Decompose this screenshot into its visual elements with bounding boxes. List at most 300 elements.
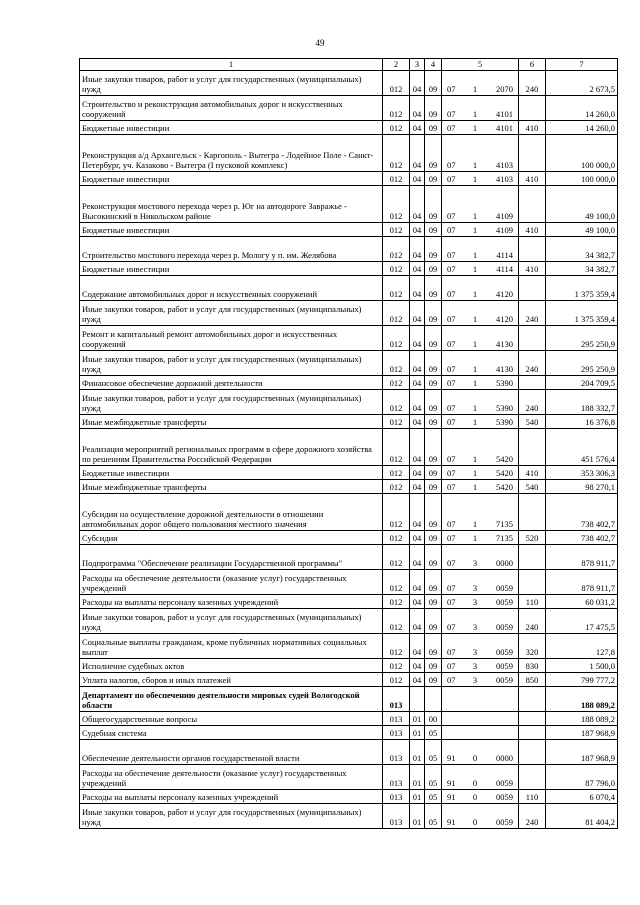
row-target-article-part: 1 [472,468,478,479]
row-code-subsection [425,687,442,712]
table-row [80,531,618,545]
row-code-section: 04 [410,429,425,466]
row-target-article-part: 4130 [496,364,513,375]
row-code-subsection: 09 [425,71,442,96]
row-target-article-part: 0059 [496,675,513,686]
row-amount: 100 000,0 [546,135,618,172]
row-code-subsection: 00 [425,712,442,726]
row-code-admin: 013 [383,804,410,829]
row-code-section: 04 [410,466,425,480]
row-code-admin: 012 [383,494,410,531]
row-target-article-part: 1 [472,533,478,544]
row-target-article [442,276,519,301]
row-target-article-part: 7135 [496,533,513,544]
row-target-article-part: 07 [447,364,456,375]
row-code-subsection: 09 [425,415,442,429]
row-code-subsection: 09 [425,659,442,673]
row-code-section: 01 [410,790,425,804]
row-code-subsection: 09 [425,570,442,595]
row-amount: 451 576,4 [546,429,618,466]
row-name: Реконструкция мостового перехода через р. Юг на автодороге Завражье - Высокинский в Никольском районе [80,186,383,223]
row-target-article-part: 4103 [496,160,513,171]
row-code-admin: 012 [383,262,410,276]
row-code-admin: 012 [383,186,410,223]
row-expense-type [519,237,546,262]
table-row [80,96,618,121]
row-amount: 1 500,0 [546,659,618,673]
row-expense-type [519,712,546,726]
row-code-admin: 012 [383,276,410,301]
row-code-admin: 012 [383,121,410,135]
table-row [80,351,618,376]
row-code-section: 04 [410,96,425,121]
row-code-subsection: 05 [425,804,442,829]
row-code-subsection: 09 [425,96,442,121]
table-row [80,494,618,531]
row-target-article [442,804,519,829]
row-name: Департамент по обеспечению деятельности мировых судей Вологодской области [80,687,383,712]
row-name: Субсидии на осуществление дорожной деятельности в отношении автомобильных дорог общего пользования местного значения [80,494,383,531]
row-expense-type: 240 [519,390,546,415]
row-target-article-part: 07 [447,211,456,222]
row-code-section: 01 [410,804,425,829]
header-cell: 5 [442,59,519,71]
row-code-admin: 012 [383,390,410,415]
row-code-subsection: 09 [425,531,442,545]
row-code-admin: 012 [383,135,410,172]
row-target-article-part: 07 [447,622,456,633]
row-amount: 799 777,2 [546,673,618,687]
row-amount: 878 911,7 [546,545,618,570]
row-name: Исполнение судебных актов [80,659,383,673]
row-target-article-part: 1 [472,482,478,493]
row-target-article [442,726,519,740]
row-target-article [442,223,519,237]
row-target-article [442,237,519,262]
row-target-article-part: 4114 [496,264,513,275]
row-expense-type [519,494,546,531]
row-code-admin: 012 [383,429,410,466]
row-target-article [442,121,519,135]
row-expense-type [519,186,546,223]
row-expense-type [519,376,546,390]
row-code-section: 04 [410,480,425,494]
row-target-article-part: 1 [472,314,478,325]
row-target-article-part: 07 [447,123,456,134]
row-target-article [442,765,519,790]
row-target-article-part: 07 [447,482,456,493]
row-target-article [442,376,519,390]
row-expense-type [519,687,546,712]
row-target-article-part: 3 [472,622,478,633]
row-target-article-part: 0059 [496,792,513,803]
row-target-article-part: 0059 [496,597,513,608]
row-name: Иные межбюджетные трансферты [80,415,383,429]
table-row [80,415,618,429]
table-row [80,301,618,326]
row-code-section: 04 [410,186,425,223]
row-name: Иные закупки товаров, работ и услуг для государственных (муниципальных) нужд [80,351,383,376]
row-target-article-part: 07 [447,339,456,350]
row-target-article-part: 3 [472,661,478,672]
row-target-article [442,687,519,712]
row-code-section: 04 [410,262,425,276]
row-expense-type: 110 [519,790,546,804]
row-code-admin: 012 [383,223,410,237]
row-code-admin: 012 [383,351,410,376]
row-amount: 295 250,9 [546,326,618,351]
row-code-section: 04 [410,326,425,351]
row-name: Иные закупки товаров, работ и услуг для государственных (муниципальных) нужд [80,71,383,96]
row-code-section: 04 [410,276,425,301]
row-target-article-part: 5390 [496,417,513,428]
row-amount: 34 382,7 [546,237,618,262]
row-target-article [442,570,519,595]
row-target-article-part: 07 [447,264,456,275]
row-target-article-part: 5390 [496,378,513,389]
row-name: Реализация мероприятий региональных программ в сфере дорожного хозяйства по решениям Правительства Российской Федерации [80,429,383,466]
table-row [80,545,618,570]
header-cell: 1 [80,59,383,71]
row-amount: 81 404,2 [546,804,618,829]
row-target-article [442,480,519,494]
row-name: Расходы на выплаты персоналу казенных учреждений [80,595,383,609]
table-row [80,121,618,135]
row-name: Уплата налогов, сборов и иных платежей [80,673,383,687]
table-row [80,570,618,595]
row-code-subsection: 09 [425,326,442,351]
row-code-section: 04 [410,121,425,135]
row-target-article-part: 4103 [496,174,513,185]
row-target-article-part: 1 [472,519,478,530]
row-target-article-part: 07 [447,403,456,414]
table-row [80,659,618,673]
row-code-admin: 013 [383,765,410,790]
budget-table [79,58,618,829]
row-target-article-part: 07 [447,661,456,672]
row-target-article [442,659,519,673]
table-row [80,390,618,415]
row-name: Иные межбюджетные трансферты [80,480,383,494]
row-code-admin: 012 [383,466,410,480]
row-amount: 353 306,3 [546,466,618,480]
row-code-subsection: 09 [425,276,442,301]
row-target-article [442,634,519,659]
table-row [80,804,618,829]
row-code-subsection: 05 [425,740,442,765]
row-target-article-part: 07 [447,225,456,236]
row-expense-type [519,429,546,466]
row-amount: 127,8 [546,634,618,659]
row-name: Иные закупки товаров, работ и услуг для государственных (муниципальных) нужд [80,390,383,415]
row-target-article [442,466,519,480]
row-target-article-part: 2070 [496,84,513,95]
table-row [80,687,618,712]
row-target-article-part: 4101 [496,123,513,134]
row-expense-type: 410 [519,466,546,480]
row-code-subsection: 05 [425,726,442,740]
row-amount: 878 911,7 [546,570,618,595]
row-code-admin: 013 [383,740,410,765]
row-target-article-part: 4130 [496,339,513,350]
row-target-article-part: 07 [447,109,456,120]
row-code-subsection: 09 [425,135,442,172]
row-name: Строительство и реконструкция автомобильных дорог и искусственных сооружений [80,96,383,121]
table-row [80,172,618,186]
row-code-section: 04 [410,595,425,609]
row-code-section: 04 [410,634,425,659]
row-amount: 100 000,0 [546,172,618,186]
row-target-article-part: 0059 [496,661,513,672]
row-amount: 17 475,5 [546,609,618,634]
row-target-article-part: 1 [472,417,478,428]
row-code-admin: 013 [383,726,410,740]
row-code-subsection: 05 [425,765,442,790]
row-expense-type: 830 [519,659,546,673]
row-target-article [442,595,519,609]
row-code-section: 04 [410,609,425,634]
row-target-article-part: 7135 [496,519,513,530]
row-name: Иные закупки товаров, работ и услуг для государственных (муниципальных) нужд [80,609,383,634]
row-target-article-part: 07 [447,250,456,261]
table-header-row [80,59,618,71]
row-code-section: 01 [410,765,425,790]
row-name: Бюджетные инвестиции [80,172,383,186]
row-code-section: 01 [410,712,425,726]
table-row [80,135,618,172]
row-code-subsection: 09 [425,390,442,415]
row-target-article [442,390,519,415]
row-amount: 1 375 359,4 [546,276,618,301]
row-code-section: 04 [410,673,425,687]
row-target-article-part: 07 [447,519,456,530]
row-target-article [442,712,519,726]
row-amount: 295 250,9 [546,351,618,376]
row-code-admin: 012 [383,634,410,659]
row-amount: 87 796,0 [546,765,618,790]
row-target-article-part: 1 [472,364,478,375]
row-name: Расходы на обеспечение деятельности (оказание услуг) государственных учреждений [80,765,383,790]
row-target-article-part: 1 [472,289,478,300]
row-amount: 2 673,5 [546,71,618,96]
row-code-admin: 012 [383,326,410,351]
row-name: Строительство мостового перехода через р. Мологу у п. им. Желябова [80,237,383,262]
row-expense-type [519,326,546,351]
row-expense-type [519,765,546,790]
row-target-article-part: 07 [447,675,456,686]
row-target-article-part: 1 [472,378,478,389]
row-amount: 34 382,7 [546,262,618,276]
row-target-article [442,740,519,765]
row-code-admin: 013 [383,712,410,726]
row-target-article-part: 07 [447,84,456,95]
row-target-article-part: 1 [472,123,478,134]
row-code-subsection: 09 [425,480,442,494]
row-target-article-part: 91 [447,753,456,764]
row-code-subsection: 05 [425,790,442,804]
row-target-article-part: 3 [472,675,478,686]
row-target-article-part: 0 [472,753,478,764]
header-cell: 2 [383,59,410,71]
row-expense-type: 540 [519,480,546,494]
header-cell: 7 [546,59,618,71]
row-target-article [442,531,519,545]
row-code-subsection: 09 [425,351,442,376]
row-code-section: 04 [410,531,425,545]
table-row [80,790,618,804]
row-code-subsection: 09 [425,595,442,609]
row-expense-type [519,740,546,765]
row-target-article-part: 0059 [496,778,513,789]
table-row [80,186,618,223]
table-row [80,673,618,687]
row-target-article [442,415,519,429]
row-amount: 204 709,5 [546,376,618,390]
row-code-section: 04 [410,415,425,429]
row-name: Подпрограмма "Обеспечение реализации Государственной программы" [80,545,383,570]
row-expense-type: 240 [519,351,546,376]
row-expense-type: 540 [519,415,546,429]
table-row [80,466,618,480]
row-target-article-part: 5420 [496,468,513,479]
table-row [80,429,618,466]
row-code-section: 04 [410,172,425,186]
row-code-section: 04 [410,494,425,531]
row-code-section: 04 [410,301,425,326]
row-code-admin: 012 [383,609,410,634]
row-target-article-part: 5390 [496,403,513,414]
row-target-article-part: 91 [447,817,456,828]
row-code-section: 01 [410,726,425,740]
row-amount: 16 376,8 [546,415,618,429]
table-row [80,262,618,276]
row-code-subsection: 09 [425,262,442,276]
row-amount: 49 100,0 [546,186,618,223]
row-target-article [442,609,519,634]
row-expense-type: 240 [519,804,546,829]
row-target-article-part: 1 [472,109,478,120]
row-expense-type [519,726,546,740]
row-code-section: 04 [410,570,425,595]
row-target-article [442,96,519,121]
row-target-article-part: 07 [447,160,456,171]
row-amount: 188 332,7 [546,390,618,415]
row-target-article-part: 5420 [496,482,513,493]
table-row [80,71,618,96]
row-code-admin: 013 [383,790,410,804]
row-expense-type: 320 [519,634,546,659]
header-cell: 3 [410,59,425,71]
row-expense-type: 410 [519,172,546,186]
row-target-article-part: 1 [472,250,478,261]
row-target-article-part: 4109 [496,211,513,222]
header-cell: 6 [519,59,546,71]
row-target-article-part: 3 [472,558,478,569]
row-target-article-part: 1 [472,211,478,222]
row-name: Бюджетные инвестиции [80,262,383,276]
row-name: Бюджетные инвестиции [80,466,383,480]
row-expense-type [519,135,546,172]
row-target-article-part: 07 [447,454,456,465]
row-code-section: 04 [410,376,425,390]
row-code-subsection: 09 [425,673,442,687]
row-code-admin: 012 [383,301,410,326]
row-code-section [410,687,425,712]
row-amount: 1 375 359,4 [546,301,618,326]
row-target-article-part: 3 [472,647,478,658]
row-expense-type: 240 [519,71,546,96]
row-code-subsection: 09 [425,237,442,262]
row-code-subsection: 09 [425,223,442,237]
table-row [80,223,618,237]
row-target-article-part: 07 [447,533,456,544]
row-code-subsection: 09 [425,186,442,223]
table-row [80,634,618,659]
row-amount: 98 270,1 [546,480,618,494]
row-name: Бюджетные инвестиции [80,121,383,135]
row-target-article-part: 1 [472,264,478,275]
row-code-subsection: 09 [425,429,442,466]
row-code-section: 04 [410,135,425,172]
row-code-subsection: 09 [425,121,442,135]
row-name: Ремонт и капитальный ремонт автомобильных дорог и искусственных сооружений [80,326,383,351]
row-code-subsection: 09 [425,609,442,634]
row-code-admin: 012 [383,71,410,96]
row-target-article [442,790,519,804]
row-code-admin: 013 [383,687,410,712]
row-code-admin: 012 [383,480,410,494]
row-target-article-part: 1 [472,84,478,95]
row-code-subsection: 09 [425,634,442,659]
row-target-article-part: 4114 [496,250,513,261]
row-amount: 14 260,0 [546,96,618,121]
row-code-subsection: 09 [425,301,442,326]
row-target-article [442,186,519,223]
row-target-article-part: 07 [447,174,456,185]
row-code-admin: 012 [383,376,410,390]
row-amount: 14 260,0 [546,121,618,135]
row-name: Расходы на выплаты персоналу казенных учреждений [80,790,383,804]
row-code-subsection: 09 [425,545,442,570]
row-target-article-part: 4101 [496,109,513,120]
row-amount: 6 070,4 [546,790,618,804]
row-amount: 49 100,0 [546,223,618,237]
row-target-article-part: 07 [447,583,456,594]
row-code-admin: 012 [383,545,410,570]
table-row [80,276,618,301]
row-target-article-part: 0059 [496,647,513,658]
row-expense-type: 240 [519,609,546,634]
row-target-article [442,545,519,570]
row-target-article [442,326,519,351]
row-expense-type: 410 [519,262,546,276]
row-target-article-part: 0059 [496,817,513,828]
row-name: Общегосударственные вопросы [80,712,383,726]
row-target-article [442,172,519,186]
row-target-article-part: 0059 [496,583,513,594]
row-code-admin: 012 [383,96,410,121]
row-target-article [442,429,519,466]
row-amount: 738 402,7 [546,531,618,545]
row-name: Социальные выплаты гражданам, кроме публичных нормативных социальных выплат [80,634,383,659]
row-name: Реконструкция а/д Архангельск - Каргополь - Вытегра - Лодейное Поле - Санкт-Петербург, уч. Казаково - Вытегра (I пусковой комплекс) [80,135,383,172]
row-target-article-part: 0059 [496,622,513,633]
row-amount: 188 089,2 [546,712,618,726]
row-target-article [442,301,519,326]
row-code-section: 04 [410,390,425,415]
row-name: Бюджетные инвестиции [80,223,383,237]
row-name: Содержание автомобильных дорог и искусственных сооружений [80,276,383,301]
